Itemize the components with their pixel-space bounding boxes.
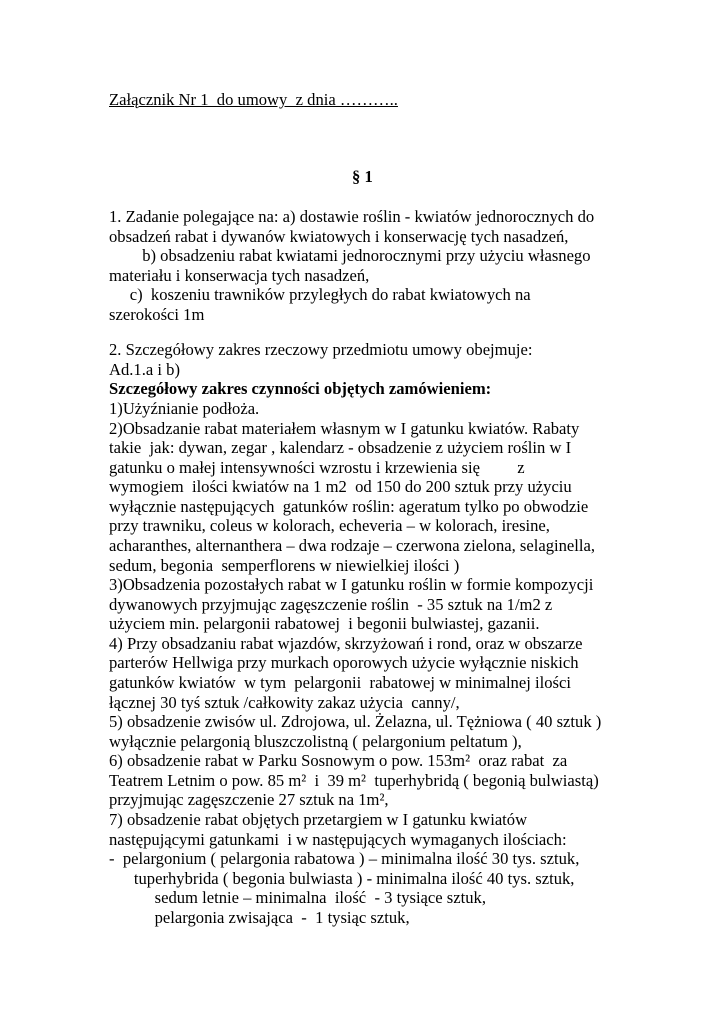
body-line: gatunków kwiatów w tym pelargonii rabatowej w minimalnej ilości [109, 673, 571, 692]
body-line: szerokości 1m [109, 305, 205, 324]
body-line: tuperhybrida ( begonia bulwiasta ) - minimalna ilość 40 tys. sztuk, [109, 869, 575, 888]
body-line: przy trawniku, coleus w kolorach, echeveria – w kolorach, iresine, [109, 516, 550, 535]
body-line: Teatrem Letnim o pow. 85 m² i 39 m² tuperhybridą ( begonią bulwiastą) [109, 771, 599, 790]
body-line: następującymi gatunkami i w następujących wymaganych ilościach: [109, 830, 567, 849]
body-line: łącznej 30 tyś sztuk /całkowity zakaz użycia canny/, [109, 693, 460, 712]
body-line: wyłącznie następujących gatunków roślin: ageratum tylko po obwodzie [109, 497, 589, 516]
body-line: b) obsadzeniu rabat kwiatami jednorocznymi przy użyciu własnego [109, 246, 591, 265]
body-line: gatunku o małej intensywności wzrostu i krzewienia się z [109, 458, 525, 477]
body-line: c) koszeniu trawników przyległych do rabat kwiatowych na [109, 285, 531, 304]
body-line: 1)Użyźnianie podłoża. [109, 399, 260, 418]
body-line: 2)Obsadzanie rabat materiałem własnym w I gatunku kwiatów. Rabaty [109, 419, 580, 438]
body-line: 3)Obsadzenia pozostałych rabat w I gatunku roślin w formie kompozycji [109, 575, 594, 594]
body-line: acharanthes, alternanthera – dwa rodzaje – czerwona zielona, selaginella, [109, 536, 596, 555]
body-line: 5) obsadzenie zwisów ul. Zdrojowa, ul. Żelazna, ul. Tężniowa ( 40 sztuk ) [109, 712, 602, 731]
body-line: obsadzeń rabat i dywanów kwiatowych i konserwację tych nasadzeń, [109, 227, 569, 246]
body-line: sedum, begonia semperflorens w niewielkiej ilości ) [109, 556, 460, 575]
body-line: - pelargonium ( pelargonia rabatowa ) – minimalna ilość 30 tys. sztuk, [109, 849, 580, 868]
body-line: wyłącznie pelargonią bluszczolistną ( pelargonium peltatum ), [109, 732, 522, 751]
body-line: dywanowych przyjmując zagęszczenie roślin - 35 sztuk na 1/m2 z [109, 595, 553, 614]
body-line: parterów Hellwiga przy murkach oporowych użycie wyłącznie niskich [109, 653, 579, 672]
body-line: 6) obsadzenie rabat w Parku Sosnowym o pow. 153m² oraz rabat za [109, 751, 568, 770]
body-line: 2. Szczegółowy zakres rzeczowy przedmiotu umowy obejmuje: [109, 340, 533, 359]
body-line: sedum letnie – minimalna ilość - 3 tysiące sztuk, [109, 888, 486, 907]
body-line: takie jak: dywan, zegar , kalendarz - obsadzenie z użyciem roślin w I [109, 438, 572, 457]
section-title: § 1 [352, 167, 373, 186]
body-line: wymogiem ilości kwiatów na 1 m2 od 150 do 200 sztuk przy użyciu [109, 477, 572, 496]
body-line: 1. Zadanie polegające na: a) dostawie roślin - kwiatów jednorocznych do [109, 207, 595, 226]
attachment-header: Załącznik Nr 1 do umowy z dnia ……….. [109, 90, 398, 109]
body-line: pelargonia zwisająca - 1 tysiąc sztuk, [109, 908, 410, 927]
body-line: Ad.1.a i b) [109, 360, 180, 379]
body-line: użyciem min. pelargonii rabatowej i begonii bulwiastej, gazanii. [109, 614, 540, 633]
body-line: 7) obsadzenie rabat objętych przetargiem w I gatunku kwiatów [109, 810, 528, 829]
body-line: 4) Przy obsadzaniu rabat wjazdów, skrzyżowań i rond, oraz w obszarze [109, 634, 583, 653]
body-line: przyjmując zagęszczenie 27 sztuk na 1m², [109, 790, 389, 809]
scope-heading: Szczegółowy zakres czynności objętych zamówieniem: [109, 379, 492, 398]
body-line: materiału i konserwacja tych nasadzeń, [109, 266, 370, 285]
